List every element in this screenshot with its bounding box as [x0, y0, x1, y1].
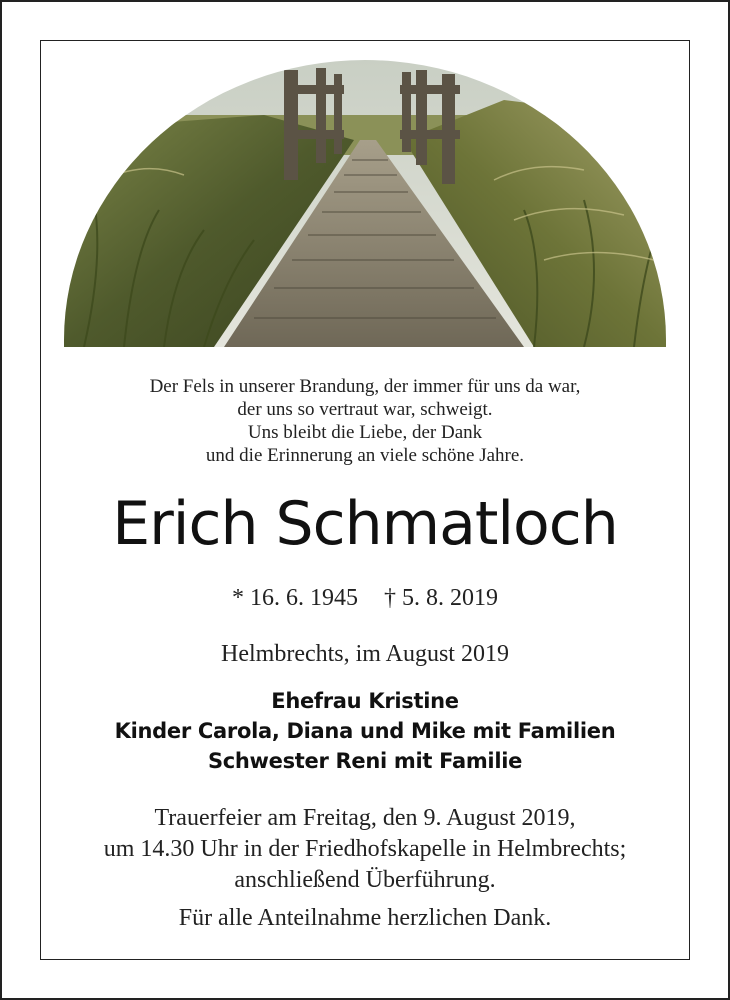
life-dates	[40, 582, 690, 614]
quote-line: und die Erinnerung an viele schöne Jahre.	[205, 445, 525, 466]
memorial-quote	[40, 375, 690, 467]
quote-line: der uns so vertraut war, schweigt.	[237, 399, 493, 420]
mourner-line: Ehefrau Kristine	[271, 689, 459, 713]
mourner-line: Schwester Reni mit Familie	[207, 749, 523, 773]
thanks-note: Für alle Anteilnahme herzlichen Dank.	[178, 905, 552, 931]
service-line: Trauerfeier am Freitag, den 9. August 2019,	[154, 805, 576, 831]
service-line: um 14.30 Uhr in der Friedhofskapelle in Helmbrechts;	[103, 836, 627, 862]
birth-date: * 16. 6. 1945	[232, 585, 358, 611]
place-and-date: Helmbrechts, im August 2019	[221, 641, 509, 667]
quote-line: Der Fels in unserer Brandung, der immer für uns da war,	[149, 376, 581, 397]
mourner-line: Kinder Carola, Diana und Mike mit Familien	[114, 719, 616, 743]
deceased-name: Erich Schmatloch	[112, 489, 618, 559]
service-line: anschließend Überführung.	[234, 867, 496, 893]
boardwalk-photo	[64, 60, 666, 347]
quote-line: Uns bleibt die Liebe, der Dank	[247, 422, 483, 443]
funeral-service-info	[40, 803, 690, 896]
death-date: † 5. 8. 2019	[384, 585, 498, 611]
mourners-list	[40, 686, 690, 776]
